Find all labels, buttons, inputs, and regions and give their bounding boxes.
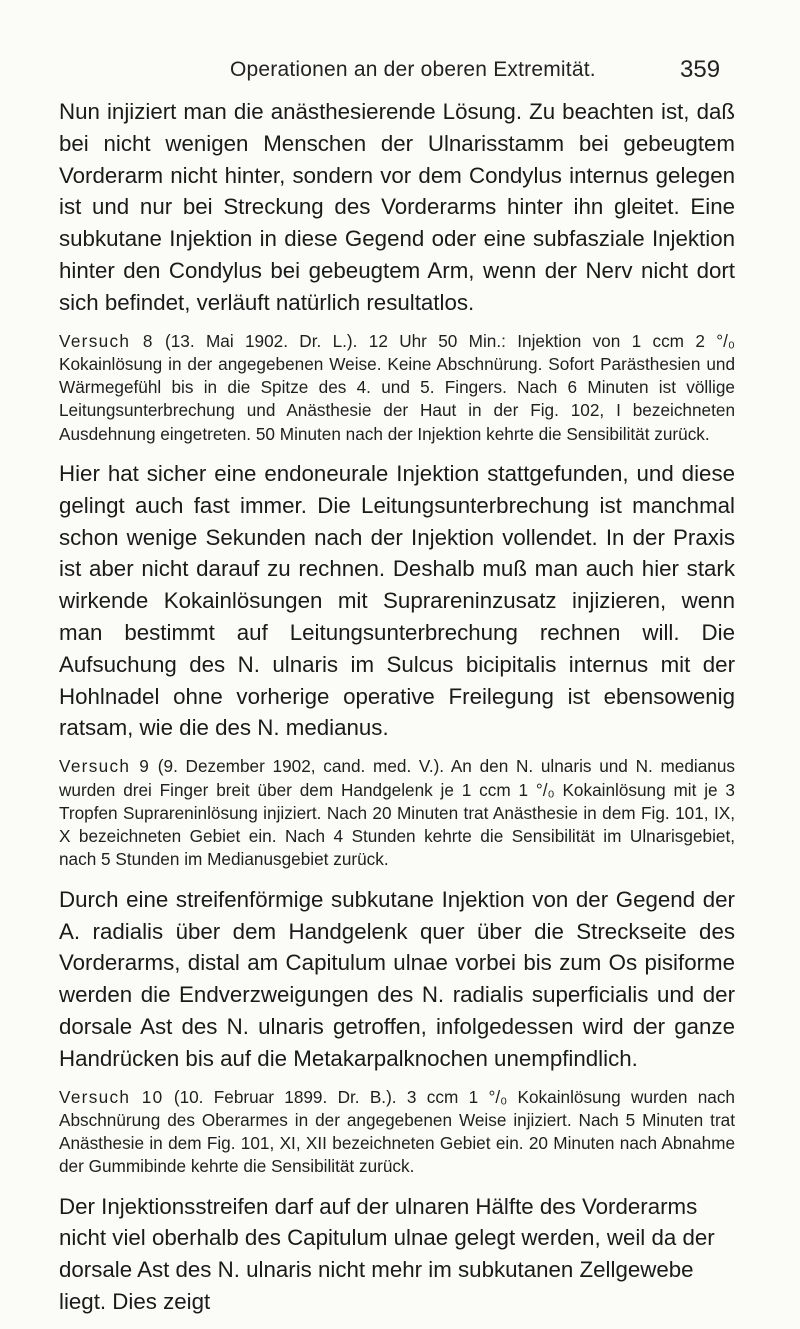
experiment-9-label: Versuch 9 <box>59 756 151 777</box>
paragraph-2: Hier hat sicher eine endoneurale Injektion stattgefunden, und diese gelingt auch fast immer. Die Leitungsunterbrechung ist manchmal schon wenige Sekunden nach der Injektion vollendet. In der Praxis ist aber nicht darauf zu rechnen. Deshalb muß man auch hier stark wirkende Kokainlösungen mit Suprareninzusatz injizieren, wenn man bestimmt auf Leitungsunterbrechung rechnen will. Die Aufsuchung des N. ulnaris im Sulcus bicipitalis internus mit der Hohlnadel ohne vorherige operative Freilegung ist ebensowenig ratsam, wie die des N. medianus. <box>59 461 735 741</box>
text-body <box>59 96 735 1329</box>
experiment-9-text: (9. Dezember 1902, cand. med. V.). An den N. ulnaris und N. medianus wurden drei Finger breit über dem Handgelenk je 1 ccm 1 °/₀ Kokainlösung mit je 3 Tropfen Suprareninlösung injiziert. Nach 20 Minuten trat Anästhesie in dem Fig. 101, IX, X bezeichneten Gebiet ein. Nach 4 Stunden kehrte die Sensibilität im Ulnarisgebiet, nach 5 Stunden im Medianusgebiet zurück. <box>59 756 735 870</box>
page-number: 359 <box>680 56 721 83</box>
running-header <box>0 58 800 90</box>
paragraph-3: Durch eine streifenförmige subkutane Injektion von der Gegend der A. radialis über dem Handgelenk quer über die Streckseite des Vorderarms, distal am Capitulum ulnae vorbei bis zum Os pisiforme werden die Endverzweigungen des N. radialis superficialis und der dorsale Ast des N. ulnaris getroffen, infolgedessen wird der ganze Handrücken bis auf die Metakarpalknochen unempfindlich. <box>59 886 735 1071</box>
paragraph-1: Nun injiziert man die anästhesierende Lösung. Zu beachten ist, daß bei nicht wenigen Menschen der Ulnarisstamm bei gebeugtem Vorderarm nicht hinter, sondern vor dem Condylus internus gelegen ist und nur bei Streckung des Vorderarms hinter ihn gleitet. Eine subkutane Injektion in diese Gegend oder eine subfasziale Injektion hinter den Condylus bei gebeugtem Arm, wenn der Nerv nicht dort sich befindet, verläuft natürlich resultatlos. <box>59 99 735 315</box>
experiment-10-text: (10. Februar 1899. Dr. B.). 3 ccm 1 °/₀ Kokainlösung wurden nach Abschnürung des Oberarmes in der angegebenen Weise injiziert. Nach 5 Minuten trat Anästhesie in dem Fig. 101, XI, XII bezeichneten Gebiet ein. 20 Minuten nach Abnahme der Gummibinde kehrte die Sensibilität zurück. <box>59 1086 735 1177</box>
experiment-10 <box>59 1086 735 1179</box>
chapter-title: Operationen an der oberen Extremität. <box>230 58 596 81</box>
experiment-10-label: Versuch 10 <box>59 1086 164 1107</box>
experiment-8-label: Versuch 8 <box>59 330 154 351</box>
paragraph-4: Der Injektionsstreifen darf auf der ulnaren Hälfte des Vorderarms nicht viel oberhalb des Capitulum ulnae gelegt werden, weil da der dorsale Ast des N. ulnaris nicht mehr im subkutanen Zellgewebe liegt. Dies zeigt <box>59 1193 715 1315</box>
experiment-8-text: (13. Mai 1902. Dr. L.). 12 Uhr 50 Min.: Injektion von 1 ccm 2 °/₀ Kokainlösung in der angegebenen Weise. Keine Abschnürung. Sofort Parästhesien und Wärmegefühl bis in die Spitze des 4. und 5. Fingers. Nach 6 Minuten ist völlige Leitungsunterbrechung und Anästhesie der Haut in der Fig. 102, I bezeichneten Ausdehnung eingetreten. 50 Minuten nach der Injektion kehrte die Sensibilität zurück. <box>59 330 735 444</box>
experiment-9 <box>59 755 735 871</box>
experiment-8 <box>59 330 735 446</box>
